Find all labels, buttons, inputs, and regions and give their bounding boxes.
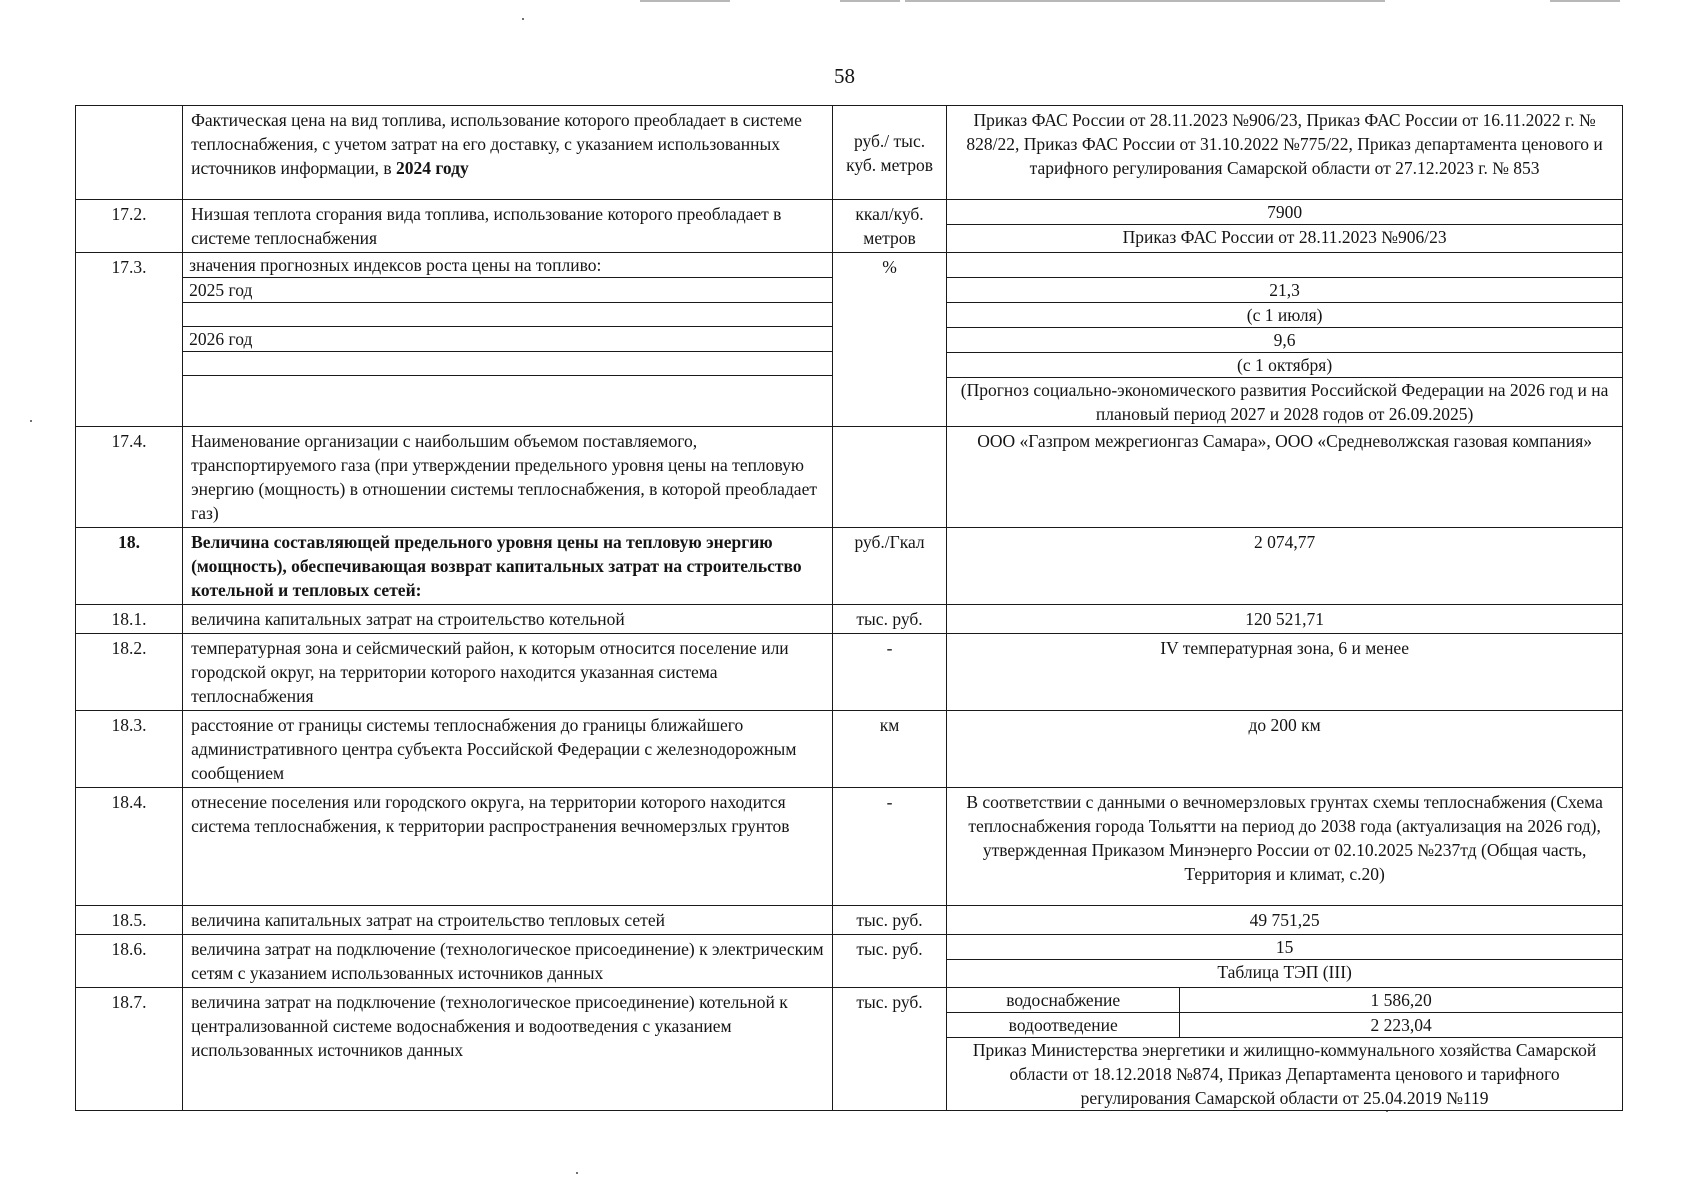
row-description: Низшая теплота сгорания вида топлива, использование которого преобладает в системе теплоснабжения: [183, 200, 833, 253]
pair-label: водоснабжение: [947, 988, 1180, 1013]
table-row: [76, 604, 1623, 633]
value-cell: (с 1 октября): [947, 352, 1622, 377]
row-value: Приказ ФАС России от 28.11.2023 №906/23, Приказ ФАС России от 16.11.2022 г. № 828/22, Приказ ФАС России от 31.10.2022 №775/22, Приказ департамента ценового и тарифного регулирования Самарской области от 27.12.2023 г. № 853: [947, 106, 1623, 200]
desc-cell: [183, 376, 832, 422]
row-description: отнесение поселения или городского округа, на территории которого находится система теплоснабжения, к территории распространения вечномерзлых грунтов: [183, 787, 833, 905]
scan-artifact: [840, 0, 900, 2]
value-cell: 15: [947, 935, 1622, 960]
row-value: 120 521,71: [947, 604, 1623, 633]
scan-speck: [576, 1172, 578, 1174]
value-cell: Таблица ТЭП (III): [1217, 961, 1352, 982]
row-value: до 200 км: [947, 710, 1623, 787]
row-unit: [832, 106, 946, 200]
row-unit: тыс. руб.: [832, 934, 946, 987]
row-value: ООО «Газпром межрегионгаз Самара», ООО «Средневолжская газовая компания»: [947, 426, 1623, 527]
row-value: 2 074,77: [947, 527, 1623, 604]
table-row: [76, 106, 1623, 200]
row-description-bold: 2024 году: [395, 158, 469, 178]
row-description-text: Фактическая цена на вид топлива, использование которого преобладает в системе теплоснабжения, с учетом затрат на его доставку, с указанием использованных источников информации, в: [191, 110, 802, 178]
row-unit: ккал/куб. метров: [832, 200, 946, 253]
row-description: [183, 253, 833, 427]
value-subtable: [947, 200, 1622, 249]
row-value: IV температурная зона, 6 и менее: [947, 633, 1623, 710]
value-cell: 21,3: [947, 277, 1622, 302]
row-unit: тыс. руб.: [832, 987, 946, 1110]
row-value: 49 751,25: [947, 905, 1623, 934]
table-row: [76, 253, 1623, 427]
row-number: 17.3.: [76, 253, 183, 427]
value-cell: 7900: [947, 200, 1622, 225]
row-description: величина капитальных затрат на строительство котельной: [183, 604, 833, 633]
table-row: [76, 527, 1623, 604]
row-description: величина затрат на подключение (технологическое присоединение) котельной к централизованной системе водоснабжения и водоотведения с указанием использованных источников данных: [183, 987, 833, 1110]
row-value: [947, 987, 1623, 1110]
row-number: 18.7.: [76, 987, 183, 1110]
table-row: [76, 710, 1623, 787]
row-number: 18.3.: [76, 710, 183, 787]
scan-speck: [30, 420, 32, 422]
value-cell: 9,6: [947, 327, 1622, 352]
value-cell: (с 1 июля): [947, 302, 1622, 327]
row-value: [947, 253, 1623, 427]
row-number: 18.4.: [76, 787, 183, 905]
row-description: величина капитальных затрат на строительство тепловых сетей: [183, 905, 833, 934]
row-number: 17.4.: [76, 426, 183, 527]
value-cell: [947, 253, 1622, 277]
value-source: Приказ Министерства энергетики и жилищно-коммунального хозяйства Самарской области от 18.12.2018 №874, Приказ Департамента ценового и тарифного регулирования Самарской области от 25.04.2019 №119: [972, 1039, 1597, 1108]
description-subtable: [183, 253, 832, 422]
row-number: 18.6.: [76, 934, 183, 987]
row-unit: руб./Гкал: [832, 527, 946, 604]
row-number: 17.2.: [76, 200, 183, 253]
row-description: температурная зона и сейсмический район, к которым относится поселение или городской округ, на территории которого находится указанная система теплоснабжения: [183, 633, 833, 710]
table-row: [76, 987, 1623, 1110]
table-row: [76, 787, 1623, 905]
pair-value: 1 586,20: [1180, 988, 1622, 1013]
parameters-table: [75, 105, 1623, 1111]
row-unit-text: руб./ тыс. куб. метров: [846, 130, 933, 175]
row-description: расстояние от границы системы теплоснабжения до границы ближайшего административного центра субъекта Российской Федерации с железнодорожным сообщением: [183, 710, 833, 787]
row-number: 18.5.: [76, 905, 183, 934]
desc-cell: 2026 год: [183, 327, 832, 352]
desc-cell: [183, 352, 832, 376]
row-value: [947, 200, 1623, 253]
row-unit: км: [832, 710, 946, 787]
scan-speck: [522, 18, 524, 20]
desc-cell: значения прогнозных индексов роста цены на топливо:: [183, 253, 832, 278]
table-row: [76, 905, 1623, 934]
scan-artifact: [640, 0, 730, 2]
row-description: величина затрат на подключение (технологическое присоединение) к электрическим сетям с указанием использованных источников данных: [183, 934, 833, 987]
scan-artifact: [905, 0, 1385, 2]
row-number: 18.1.: [76, 604, 183, 633]
value-subtable: [947, 935, 1622, 984]
row-unit: [832, 426, 946, 527]
row-unit: %: [832, 253, 946, 427]
row-description: Наименование организации с наибольшим объемом поставляемого, транспортируемого газа (при утверждении предельного уровня цены на тепловую энергию (мощность) в отношении системы теплоснабжения, в которой преобладает газ): [183, 426, 833, 527]
page-number: 58: [834, 64, 855, 88]
row-unit: -: [832, 633, 946, 710]
scan-artifact: [1550, 0, 1620, 2]
row-value: [947, 934, 1623, 987]
pair-label: водоотведение: [947, 1012, 1180, 1037]
table-row: [76, 426, 1623, 527]
row-number: 18.2.: [76, 633, 183, 710]
row-description: Величина составляющей предельного уровня цены на тепловую энергию (мощность), обеспечивающая возврат капитальных затрат на строительство котельной и тепловых сетей:: [183, 527, 833, 604]
value-cell: (Прогноз социально-экономического развития Российской Федерации на 2026 год и на плановый период 2027 и 2028 годов от 26.09.2025): [960, 379, 1609, 424]
value-subtable: [947, 253, 1622, 426]
row-value: В соответствии с данными о вечномерзловых грунтах схемы теплоснабжения (Схема теплоснабжения города Тольятти на период до 2038 года (актуализация на 2026 год), утвержденная Приказом Минэнерго России от 02.10.2025 №237тд (Общая часть, Территория и климат, с.20): [947, 787, 1623, 905]
row-number: 18.: [76, 527, 183, 604]
pair-value: 2 223,04: [1180, 1012, 1622, 1037]
table-row: [76, 200, 1623, 253]
row-unit: тыс. руб.: [832, 604, 946, 633]
row-number: [76, 106, 183, 200]
table-row: [76, 633, 1623, 710]
desc-cell: 2025 год: [183, 278, 832, 303]
value-subtable: [947, 988, 1622, 1110]
value-cell: Приказ ФАС России от 28.11.2023 №906/23: [1122, 227, 1447, 247]
desc-cell: [183, 303, 832, 327]
row-unit: тыс. руб.: [832, 905, 946, 934]
row-description: [183, 106, 833, 200]
table-row: [76, 934, 1623, 987]
row-unit: -: [832, 787, 946, 905]
